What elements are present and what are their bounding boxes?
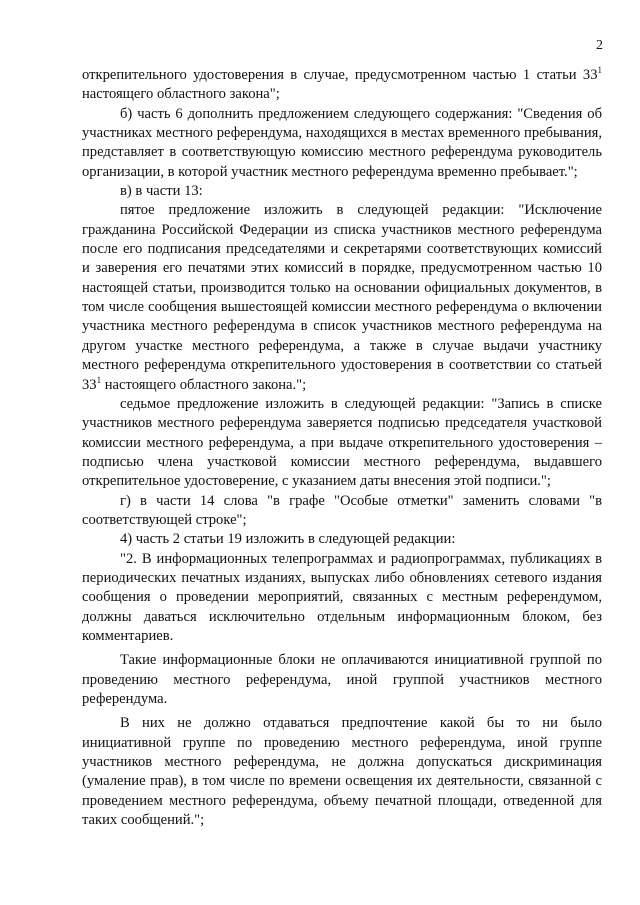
paragraph-info-blocks	[82, 651, 602, 709]
paragraph-text-tail: настоящего областного закона.";	[101, 376, 307, 393]
superscript: 1	[597, 65, 602, 75]
paragraph-quote-part-2	[82, 550, 602, 647]
paragraph-text: открепительного удостоверения в случае, предусмотренном частью 1 статьи 33	[82, 67, 598, 83]
paragraph-text: Такие информационные блоки не оплачиваются инициативной группой по проведению местного референдума, иной группой участников местного референдума.	[82, 652, 602, 707]
paragraph-text: г) в части 14 слова "в графе "Особые отметки" заменить словами "в соответствующей строке";	[82, 492, 602, 528]
paragraph-fifth-sentence	[82, 201, 602, 394]
paragraph-text: седьмое предложение изложить в следующей редакции: "Запись в списке участников местного референдума заверяется подписью председателя участковой комиссии местного референдума, а при выдаче открепительного удостоверения – подписью члена участковой комиссии местного референдума, выдавшего открепительное удостоверение, с указанием даты внесения этой подписи.";	[82, 395, 602, 490]
paragraph-text: пятое предложение изложить в следующей редакции: "Исключение гражданина Российской Федерации из списка участников местного референдума после его подписания председателями и секретарями соответствующих комиссий и заверения его печатями этих комиссий в порядке, предусмотренном частью 10 настоящей статьи, производится только на основании официальных документов, в том числе сообщения вышестоящей комиссии местного референдума о включении участника местного референдума в список участников местного референдума на другом участке местного референдума, а также в случае выдачи участнику местного референдума открепительного удостоверения в соответствии со статьей 33	[82, 202, 602, 393]
paragraph-text-tail: настоящего областного закона";	[82, 86, 280, 103]
paragraph-item-v	[82, 182, 602, 201]
paragraph-item-4	[82, 530, 602, 549]
paragraph-item-b	[82, 105, 602, 182]
paragraph-text: "2. В информационных телепрограммах и радиопрограммах, публикациях в периодических печатных изданиях, выпусках либо обновлениях сетевого издания сообщения о проведении мероприятий, связанных с местным референдумом, должны даваться исключительно отдельным информационным блоком, без комментариев.	[82, 550, 602, 644]
document-body	[82, 66, 602, 830]
page-number: 2	[596, 38, 603, 53]
paragraph-seventh-sentence	[82, 395, 602, 492]
paragraph-text: 4) часть 2 статьи 19 изложить в следующей редакции:	[120, 531, 456, 548]
paragraph-text: В них не должно отдаваться предпочтение какой бы то ни было инициативной группе по проведению местного референдума, иной группе участников местного референдума, не должна допускаться дискриминация (умаление прав), в том числе по времени освещения их деятельности, связанной с проведением местного референдума, объему печатной площади, отведенной для таких сообщений.";	[82, 715, 602, 829]
paragraph-no-preference	[82, 714, 602, 830]
paragraph-continuation	[82, 66, 602, 105]
paragraph-text: в) в части 13:	[120, 183, 203, 200]
paragraph-item-g	[82, 492, 602, 531]
paragraph-text: б) часть 6 дополнить предложением следующего содержания: "Сведения об участниках местного референдума, находящихся в местах временного пребывания, представляет в соответствующую комиссию местного референдума руководитель организации, в которой участник местного референдума временно пребывает.";	[82, 105, 602, 180]
superscript: 1	[96, 374, 102, 385]
